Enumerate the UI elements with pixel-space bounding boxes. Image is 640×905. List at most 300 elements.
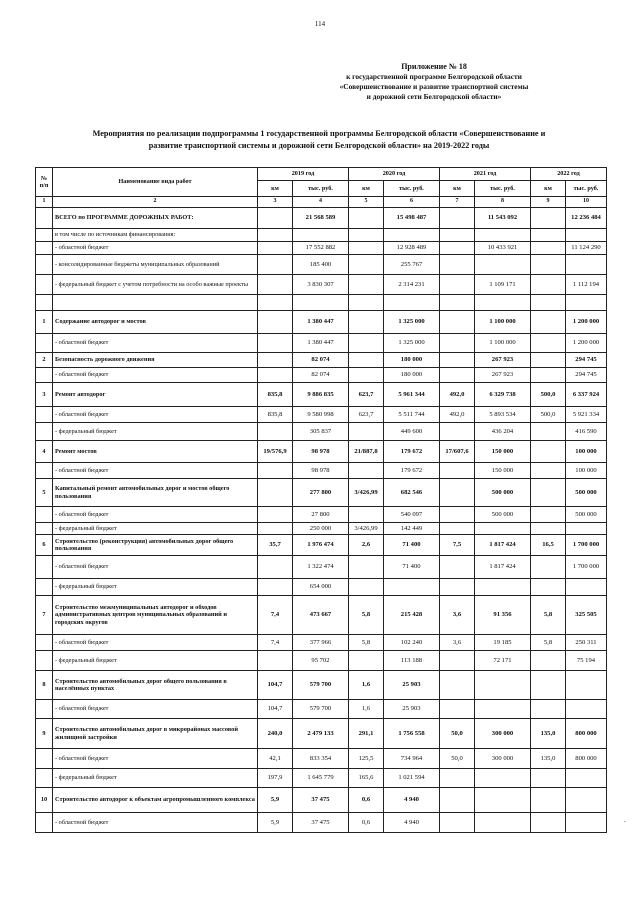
cell-amount: 734 964: [384, 749, 440, 769]
cell-km: [258, 423, 293, 441]
cell-km: 5,8: [531, 596, 566, 635]
table-row: [36, 671, 607, 700]
row-name: - областной бюджет: [53, 334, 258, 353]
cell-amount: 1 100 000: [475, 334, 531, 353]
table-row: [36, 368, 607, 383]
cell-km: [531, 479, 566, 507]
appendix-line-1: Приложение № 18: [401, 62, 467, 71]
cell-amount: 102 240: [384, 635, 440, 651]
row-number: [36, 334, 53, 353]
cell-amount: [566, 700, 607, 719]
table-row: [36, 441, 607, 463]
cell-km: [258, 556, 293, 579]
cell-km: [258, 353, 293, 368]
cell-amount: 1 325 000: [384, 311, 440, 334]
cell-km: [440, 334, 475, 353]
row-number: 4: [36, 441, 53, 463]
title-line-2: развитие транспортной системы и дорожной сети Белгородской области» на 2019-2022 годы: [148, 141, 490, 150]
cell-km: 104,7: [258, 671, 293, 700]
header-km: км: [258, 181, 293, 197]
cell-amount: 250 311: [566, 635, 607, 651]
cell-km: 500,0: [531, 383, 566, 407]
cell-amount: 5 511 744: [384, 407, 440, 423]
cell-km: 135,0: [531, 719, 566, 749]
cell-km: [349, 556, 384, 579]
header-2019: 2019 год: [258, 168, 349, 181]
row-name: - областной бюджет: [53, 749, 258, 769]
row-number: [36, 275, 53, 295]
cell-km: [258, 479, 293, 507]
header-km: км: [349, 181, 384, 197]
cell-amount: 91 356: [475, 596, 531, 635]
cell-amount: 294 745: [566, 353, 607, 368]
table-row: [36, 463, 607, 479]
cell-amount: 25 903: [384, 671, 440, 700]
cell-km: [440, 769, 475, 788]
row-name: - областной бюджет: [53, 463, 258, 479]
row-name: Строительство автомобильных дорог в микрорайонах массовой жилищной застройки: [53, 719, 258, 749]
row-number: [36, 769, 53, 788]
table-row: [36, 242, 607, 255]
row-name: Строительство автодорог к объектам агропромышленного комплекса: [53, 788, 258, 813]
cell-km: [258, 295, 293, 311]
cell-amount: 1 112 194: [566, 275, 607, 295]
row-number: [36, 229, 53, 242]
row-number: 9: [36, 719, 53, 749]
cell-amount: 540 097: [384, 507, 440, 523]
cell-amount: [475, 788, 531, 813]
cell-km: 50,0: [440, 749, 475, 769]
cell-km: [440, 295, 475, 311]
cell-km: 3,6: [440, 596, 475, 635]
cell-km: [531, 523, 566, 535]
table-row: [36, 596, 607, 635]
cell-km: [349, 507, 384, 523]
column-number-row: [36, 197, 607, 208]
cell-km: [531, 275, 566, 295]
row-number: 2: [36, 353, 53, 368]
cell-amount: 5 921 334: [566, 407, 607, 423]
cell-km: 1,6: [349, 671, 384, 700]
row-name: - областной бюджет: [53, 700, 258, 719]
cell-amount: 100 000: [566, 441, 607, 463]
table-row: [36, 208, 607, 229]
cell-amount: [293, 295, 349, 311]
cell-km: [349, 334, 384, 353]
cell-amount: 5 893 534: [475, 407, 531, 423]
row-name: - федеральный бюджет с учетом потребности на особо важные проекты: [53, 275, 258, 295]
table-row: [36, 407, 607, 423]
cell-km: 492,0: [440, 407, 475, 423]
cell-km: [440, 208, 475, 229]
cell-amount: 800 000: [566, 749, 607, 769]
column-number: 8: [475, 197, 531, 208]
table-row: [36, 479, 607, 507]
cell-amount: 82 074: [293, 368, 349, 383]
cell-amount: 27 800: [293, 507, 349, 523]
cell-amount: [475, 813, 531, 833]
cell-km: [531, 441, 566, 463]
cell-amount: [566, 255, 607, 275]
cell-km: [440, 463, 475, 479]
cell-amount: 1 325 000: [384, 334, 440, 353]
header-row-years: [36, 168, 607, 181]
cell-km: 492,0: [440, 383, 475, 407]
table-row: [36, 556, 607, 579]
cell-amount: 1 817 424: [475, 556, 531, 579]
cell-amount: 100 000: [566, 463, 607, 479]
cell-km: [531, 208, 566, 229]
cell-amount: 37 475: [293, 813, 349, 833]
cell-amount: 11 124 290: [566, 242, 607, 255]
cell-amount: [475, 700, 531, 719]
header-name: Наименование вида работ: [53, 168, 258, 197]
cell-km: [258, 523, 293, 535]
row-number: [36, 579, 53, 596]
row-number: [36, 208, 53, 229]
cell-km: [349, 579, 384, 596]
cell-km: [258, 255, 293, 275]
row-name: - федеральный бюджет: [53, 769, 258, 788]
cell-km: 135,0: [531, 749, 566, 769]
row-number: 6: [36, 535, 53, 556]
cell-km: [440, 579, 475, 596]
row-number: [36, 242, 53, 255]
cell-amount: 72 171: [475, 651, 531, 671]
cell-amount: 1 200 000: [566, 311, 607, 334]
row-number: [36, 813, 53, 833]
cell-km: [531, 651, 566, 671]
cell-km: 5,9: [258, 813, 293, 833]
row-number: [36, 556, 53, 579]
cell-amount: 325 505: [566, 596, 607, 635]
cell-km: 125,5: [349, 749, 384, 769]
cell-amount: 682 546: [384, 479, 440, 507]
table-row: [36, 651, 607, 671]
cell-amount: 300 000: [475, 749, 531, 769]
cell-amount: 179 672: [384, 463, 440, 479]
row-number: [36, 523, 53, 535]
row-name: Строительство (реконструкция) автомобильных дорог общего пользования: [53, 535, 258, 556]
cell-km: 3/426,99: [349, 523, 384, 535]
cell-km: 16,5: [531, 535, 566, 556]
cell-km: [349, 255, 384, 275]
cell-km: 42,1: [258, 749, 293, 769]
cell-km: [258, 368, 293, 383]
cell-amount: [475, 229, 531, 242]
cell-amount: [384, 295, 440, 311]
cell-km: [531, 423, 566, 441]
table-row: [36, 353, 607, 368]
cell-amount: 500 000: [475, 507, 531, 523]
cell-amount: [566, 579, 607, 596]
cell-amount: [566, 769, 607, 788]
cell-km: [349, 208, 384, 229]
header-2021: 2021 год: [440, 168, 531, 181]
row-number: 1: [36, 311, 53, 334]
table-row: [36, 749, 607, 769]
appendix-line-2: к государственной программе Белгородской области: [346, 72, 522, 81]
cell-amount: 500 000: [475, 479, 531, 507]
column-number: 10: [566, 197, 607, 208]
cell-amount: 3 830 307: [293, 275, 349, 295]
table-row: [36, 229, 607, 242]
column-number: 9: [531, 197, 566, 208]
table-row: [36, 295, 607, 311]
row-number: [36, 507, 53, 523]
cell-amount: [475, 255, 531, 275]
cell-amount: 1 200 000: [566, 334, 607, 353]
cell-km: [258, 507, 293, 523]
cell-amount: 1 756 558: [384, 719, 440, 749]
cell-amount: [475, 523, 531, 535]
cell-amount: 267 923: [475, 353, 531, 368]
cell-km: [531, 229, 566, 242]
cell-amount: 19 185: [475, 635, 531, 651]
cell-km: [440, 556, 475, 579]
row-name: Капитальный ремонт автомобильных дорог и мостов общего пользования: [53, 479, 258, 507]
table-row: [36, 579, 607, 596]
table-row: [36, 311, 607, 334]
row-name: - областной бюджет: [53, 507, 258, 523]
cell-amount: 1 380 447: [293, 334, 349, 353]
page-number: 114: [314, 20, 326, 28]
cell-amount: 185 400: [293, 255, 349, 275]
cell-km: 165,6: [349, 769, 384, 788]
row-name: - консолидированные бюджеты муниципальных образований: [53, 255, 258, 275]
row-name: Строительство межмуниципальных автодорог и обходов административных центров муниципальных образований и городских округов: [53, 596, 258, 635]
cell-amount: 1 700 000: [566, 535, 607, 556]
table-row: [36, 813, 607, 833]
row-name: - областной бюджет: [53, 556, 258, 579]
cell-km: [258, 208, 293, 229]
cell-km: [349, 229, 384, 242]
cell-km: [531, 769, 566, 788]
row-number: 3: [36, 383, 53, 407]
header-2020: 2020 год: [349, 168, 440, 181]
cell-km: 7,4: [258, 596, 293, 635]
cell-km: [531, 579, 566, 596]
row-number: [36, 295, 53, 311]
cell-amount: [566, 671, 607, 700]
row-name: - областной бюджет: [53, 368, 258, 383]
cell-amount: [566, 813, 607, 833]
row-number: 10: [36, 788, 53, 813]
cell-km: [349, 463, 384, 479]
cell-km: 835,8: [258, 383, 293, 407]
cell-amount: 37 475: [293, 788, 349, 813]
cell-km: 5,8: [531, 635, 566, 651]
appendix-heading: [284, 62, 584, 102]
row-name: - федеральный бюджет: [53, 651, 258, 671]
cell-amount: 277 800: [293, 479, 349, 507]
column-number: 2: [53, 197, 258, 208]
cell-km: 500,0: [531, 407, 566, 423]
row-name: Безопасность дорожного движения: [53, 353, 258, 368]
cell-amount: 2 314 231: [384, 275, 440, 295]
cell-km: [349, 368, 384, 383]
cell-km: [349, 651, 384, 671]
cell-amount: [475, 671, 531, 700]
row-name: - федеральный бюджет: [53, 523, 258, 535]
cell-amount: 150 000: [475, 441, 531, 463]
cell-amount: 579 700: [293, 700, 349, 719]
cell-amount: 1 700 000: [566, 556, 607, 579]
cell-amount: 416 590: [566, 423, 607, 441]
cell-amount: 6 329 738: [475, 383, 531, 407]
cell-km: [531, 556, 566, 579]
cell-amount: 15 498 487: [384, 208, 440, 229]
cell-km: [349, 353, 384, 368]
cell-km: 7,5: [440, 535, 475, 556]
cell-amount: 305 837: [293, 423, 349, 441]
cell-km: [349, 275, 384, 295]
column-number: 4: [293, 197, 349, 208]
cell-amount: [293, 229, 349, 242]
row-name: Ремонт автодорог: [53, 383, 258, 407]
cell-amount: 82 074: [293, 353, 349, 368]
cell-amount: 75 194: [566, 651, 607, 671]
table-row: [36, 383, 607, 407]
cell-km: [258, 463, 293, 479]
header-rub: тыс. руб.: [384, 181, 440, 197]
cell-amount: 12 236 484: [566, 208, 607, 229]
header-rub: тыс. руб.: [566, 181, 607, 197]
cell-amount: 6 337 924: [566, 383, 607, 407]
row-name: - федеральный бюджет: [53, 423, 258, 441]
column-number: 3: [258, 197, 293, 208]
cell-km: [349, 311, 384, 334]
cell-km: 21/887,8: [349, 441, 384, 463]
cell-km: [258, 334, 293, 353]
header-2022: 2022 год: [531, 168, 607, 181]
cell-km: [531, 671, 566, 700]
cell-amount: [475, 769, 531, 788]
cell-amount: [566, 295, 607, 311]
cell-amount: 377 966: [293, 635, 349, 651]
cell-amount: [384, 229, 440, 242]
header-km: км: [440, 181, 475, 197]
cell-amount: 500 000: [566, 479, 607, 507]
cell-amount: 9 580 998: [293, 407, 349, 423]
table-row: [36, 423, 607, 441]
margin-mark: .: [624, 816, 626, 824]
table-row: [36, 769, 607, 788]
cell-km: [531, 813, 566, 833]
header-rub: тыс. руб.: [475, 181, 531, 197]
cell-km: 0,6: [349, 788, 384, 813]
cell-amount: 449 600: [384, 423, 440, 441]
cell-km: [440, 523, 475, 535]
appendix-line-4: и дорожной сети Белгородской области»: [366, 92, 502, 101]
cell-amount: [384, 579, 440, 596]
table-row: [36, 255, 607, 275]
cell-amount: 1 976 474: [293, 535, 349, 556]
row-number: [36, 407, 53, 423]
row-name: [53, 295, 258, 311]
cell-amount: 25 903: [384, 700, 440, 719]
cell-km: [531, 311, 566, 334]
cell-km: [531, 295, 566, 311]
cell-km: 5,8: [349, 596, 384, 635]
cell-amount: 654 000: [293, 579, 349, 596]
cell-amount: 833 354: [293, 749, 349, 769]
cell-amount: 10 433 921: [475, 242, 531, 255]
row-number: [36, 463, 53, 479]
cell-km: 623,7: [349, 383, 384, 407]
cell-amount: 113 188: [384, 651, 440, 671]
cell-amount: 2 479 133: [293, 719, 349, 749]
cell-km: [440, 479, 475, 507]
cell-amount: 255 767: [384, 255, 440, 275]
cell-amount: 71 400: [384, 556, 440, 579]
cell-amount: 1 322 474: [293, 556, 349, 579]
table-row: [36, 535, 607, 556]
column-number: 6: [384, 197, 440, 208]
cell-km: [349, 242, 384, 255]
cell-amount: 5 961 344: [384, 383, 440, 407]
cell-km: [440, 671, 475, 700]
cell-km: [440, 651, 475, 671]
row-name: - областной бюджет: [53, 407, 258, 423]
cell-amount: [475, 579, 531, 596]
cell-amount: 98 978: [293, 441, 349, 463]
cell-km: [258, 311, 293, 334]
cell-km: [258, 242, 293, 255]
cell-km: 35,7: [258, 535, 293, 556]
cell-km: [349, 295, 384, 311]
cell-amount: 250 000: [293, 523, 349, 535]
row-number: 8: [36, 671, 53, 700]
cell-amount: 11 543 092: [475, 208, 531, 229]
cell-km: 2,6: [349, 535, 384, 556]
cell-km: [531, 242, 566, 255]
document-title: [34, 128, 604, 152]
cell-amount: [566, 229, 607, 242]
cell-amount: 800 000: [566, 719, 607, 749]
header-rub: тыс. руб.: [293, 181, 349, 197]
header-km: км: [531, 181, 566, 197]
row-name: - областной бюджет: [53, 813, 258, 833]
row-name: Содержание автодорог и мостов: [53, 311, 258, 334]
row-name: - областной бюджет: [53, 635, 258, 651]
cell-km: 291,1: [349, 719, 384, 749]
row-number: [36, 700, 53, 719]
cell-km: 197,9: [258, 769, 293, 788]
table-row: [36, 788, 607, 813]
cell-km: [440, 353, 475, 368]
cell-km: 1,6: [349, 700, 384, 719]
row-number: 5: [36, 479, 53, 507]
cell-amount: 71 400: [384, 535, 440, 556]
cell-km: [440, 788, 475, 813]
cell-km: [531, 353, 566, 368]
cell-km: [531, 700, 566, 719]
cell-amount: 579 700: [293, 671, 349, 700]
column-number: 7: [440, 197, 475, 208]
cell-km: 623,7: [349, 407, 384, 423]
cell-km: [531, 334, 566, 353]
cell-km: [349, 423, 384, 441]
title-line-1: Мероприятия по реализации подпрограммы 1 государственной программы Белгородской области «Совершенствование и: [92, 129, 546, 138]
cell-amount: 95 702: [293, 651, 349, 671]
cell-km: [258, 651, 293, 671]
cell-km: [440, 507, 475, 523]
cell-km: [440, 368, 475, 383]
cell-km: [531, 368, 566, 383]
cell-km: [258, 229, 293, 242]
cell-km: [531, 507, 566, 523]
